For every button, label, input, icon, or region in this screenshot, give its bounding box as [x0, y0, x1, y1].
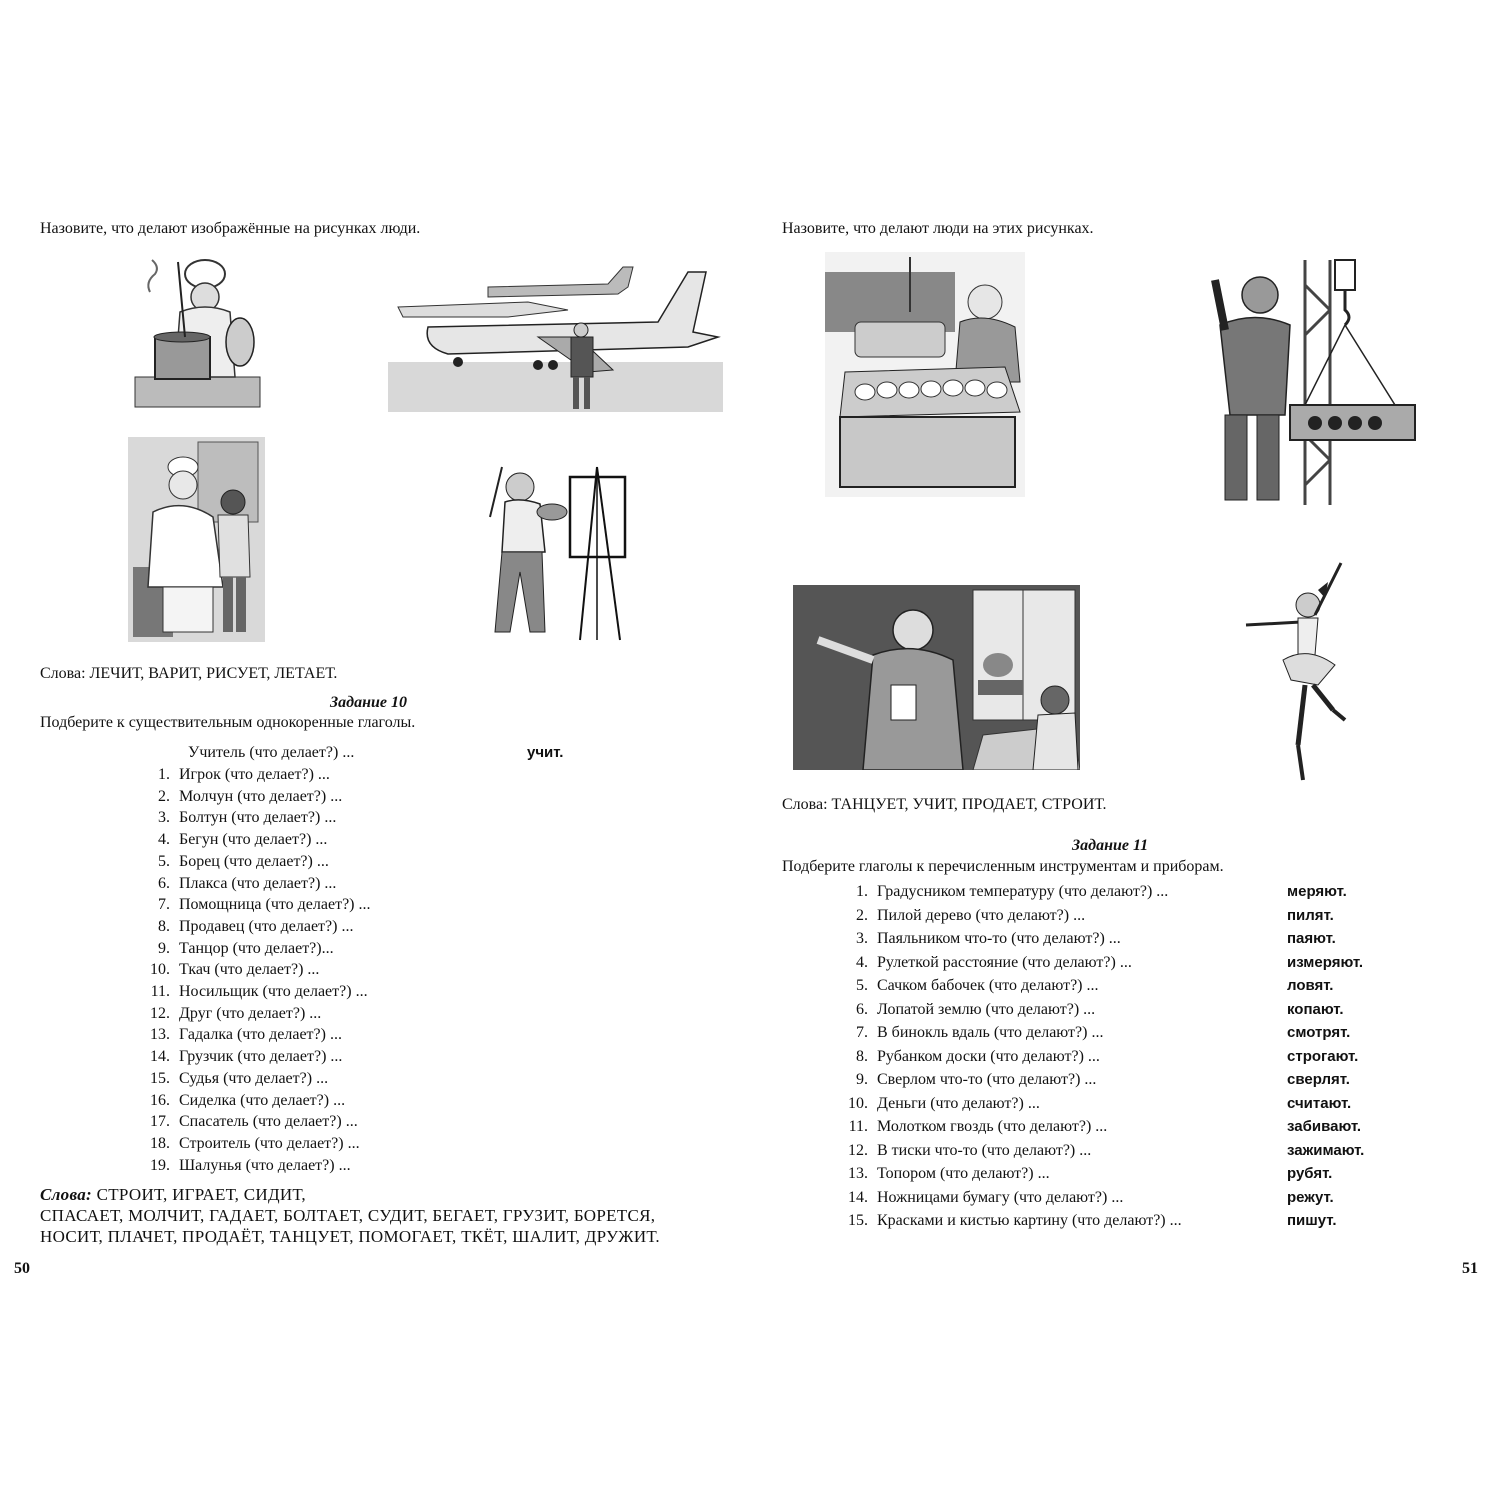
list-item: 2. Молчун (что делает?) ... — [158, 787, 343, 805]
task-11-list — [838, 880, 1364, 1233]
task-11-instruction: Подберите глаголы к перечисленным инструментам и приборам. — [782, 858, 1224, 875]
list-item: 11. Носильщик (что делает?) ... — [150, 983, 368, 1001]
chef-cooking-illustration — [130, 252, 265, 412]
pilot-airplanes-illustration — [388, 262, 723, 412]
task-10-list — [140, 764, 371, 1176]
task-10-instruction: Подберите к существительным однокоренные глаголы. — [40, 714, 416, 731]
artist-painting-illustration — [480, 462, 640, 642]
list-item: 9. Сверлом что-то (что делают?) ... сверлят. — [856, 1071, 1350, 1088]
list-item: 6. Плакса (что делает?) ... — [158, 874, 337, 892]
girl-dancing-illustration — [1243, 560, 1363, 785]
task-10-words-line-1: Слова: СТРОИТ, ИГРАЕТ, СИДИТ, — [40, 1185, 306, 1204]
list-item: 1. Градусником температуру (что делают?) ... меряют. — [856, 883, 1347, 900]
list-item: 13. Топором (что делают?) ... рубят. — [848, 1165, 1333, 1182]
list-item: 7. В бинокль вдаль (что делают?) ... смотрят. — [856, 1024, 1351, 1041]
crane-worker-illustration — [1195, 255, 1420, 510]
list-item: 15. Судья (что делает?) ... — [150, 1069, 329, 1087]
left-intro: Назовите, что делают изображённые на рисунках люди. — [40, 220, 421, 237]
list-item: 2. Пилой дерево (что делают?) ... пилят. — [856, 906, 1334, 924]
list-item: 14. Ножницами бумагу (что делают?) ... режут. — [848, 1188, 1334, 1206]
task-10-example: Учитель (что делает?) ... — [188, 744, 355, 761]
right-words-line: Слова: ТАНЦУЕТ, УЧИТ, ПРОДАЕТ, СТРОИТ. — [782, 796, 1107, 813]
list-item: 19. Шалунья (что делает?) ... — [150, 1156, 351, 1174]
doctor-child-illustration — [128, 437, 265, 642]
task-10-words-line-2: СПАСАЕТ, МОЛЧИТ, ГАДАЕТ, БОЛТАЕТ, СУДИТ, БЕГАЕТ, ГРУЗИТ, БОРЕТСЯ, — [40, 1206, 656, 1225]
list-item: 18. Строитель (что делает?) ... — [150, 1134, 360, 1152]
list-item: 15. Красками и кистью картину (что делают?) ... пишут. — [848, 1212, 1337, 1229]
list-item: 10. Ткач (что делает?) ... — [150, 961, 320, 979]
list-item: 4. Бегун (что делает?) ... — [158, 831, 328, 849]
list-item: 3. Болтун (что делает?) ... — [158, 809, 337, 827]
list-item: 17. Спасатель (что делает?) ... — [150, 1113, 358, 1131]
list-item: 12. Друг (что делает?) ... — [150, 1004, 322, 1022]
list-item: 11. Молотком гвоздь (что делают?) ... забивают. — [848, 1118, 1362, 1135]
list-item: 3. Паяльником что-то (что делают?) ... паяют. — [856, 930, 1336, 947]
list-item: 16. Сиделка (что делает?) ... — [150, 1091, 346, 1109]
task-10-words-line-3: НОСИТ, ПЛАЧЕТ, ПРОДАЁТ, ТАНЦУЕТ, ПОМОГАЕТ, ТКЁТ, ШАЛИТ, ДРУЖИТ. — [40, 1227, 660, 1246]
task-10-example-answer: учит. — [527, 744, 564, 761]
task-10-title: Задание 10 — [330, 694, 407, 711]
page-number-left: 50 — [14, 1260, 30, 1277]
seller-fruit-stand-illustration — [825, 252, 1025, 497]
list-item: 5. Сачком бабочек (что делают?) ... ловят. — [856, 977, 1334, 994]
list-item: 6. Лопатой землю (что делают?) ... копают. — [856, 1000, 1344, 1018]
teacher-classroom-illustration — [793, 585, 1080, 770]
list-item: 8. Продавец (что делает?) ... — [158, 917, 354, 935]
list-item: 10. Деньги (что делают?) ... считают. — [848, 1094, 1352, 1112]
list-item: 8. Рубанком доски (что делают?) ... строгают. — [856, 1047, 1359, 1065]
task-11-title: Задание 11 — [1072, 837, 1149, 854]
list-item: 5. Борец (что делает?) ... — [158, 852, 329, 870]
list-item: 7. Помощница (что делает?) ... — [158, 896, 371, 914]
page-number-right: 51 — [1462, 1260, 1478, 1277]
list-item: 13. Гадалка (что делает?) ... — [150, 1026, 342, 1044]
left-words-line: Слова: ЛЕЧИТ, ВАРИТ, РИСУЕТ, ЛЕТАЕТ. — [40, 665, 338, 682]
list-item: 12. В тиски что-то (что делают?) ... зажимают. — [848, 1141, 1365, 1159]
list-item: 14. Грузчик (что делает?) ... — [150, 1048, 343, 1066]
list-item: 1. Игрок (что делает?) ... — [158, 766, 330, 783]
list-item: 4. Рулеткой расстояние (что делают?) ... измеряют. — [856, 953, 1364, 971]
list-item: 9. Танцор (что делает?)... — [158, 939, 334, 957]
right-intro: Назовите, что делают люди на этих рисунках. — [782, 220, 1094, 237]
task-10-words-label: Слова: — [40, 1185, 93, 1204]
